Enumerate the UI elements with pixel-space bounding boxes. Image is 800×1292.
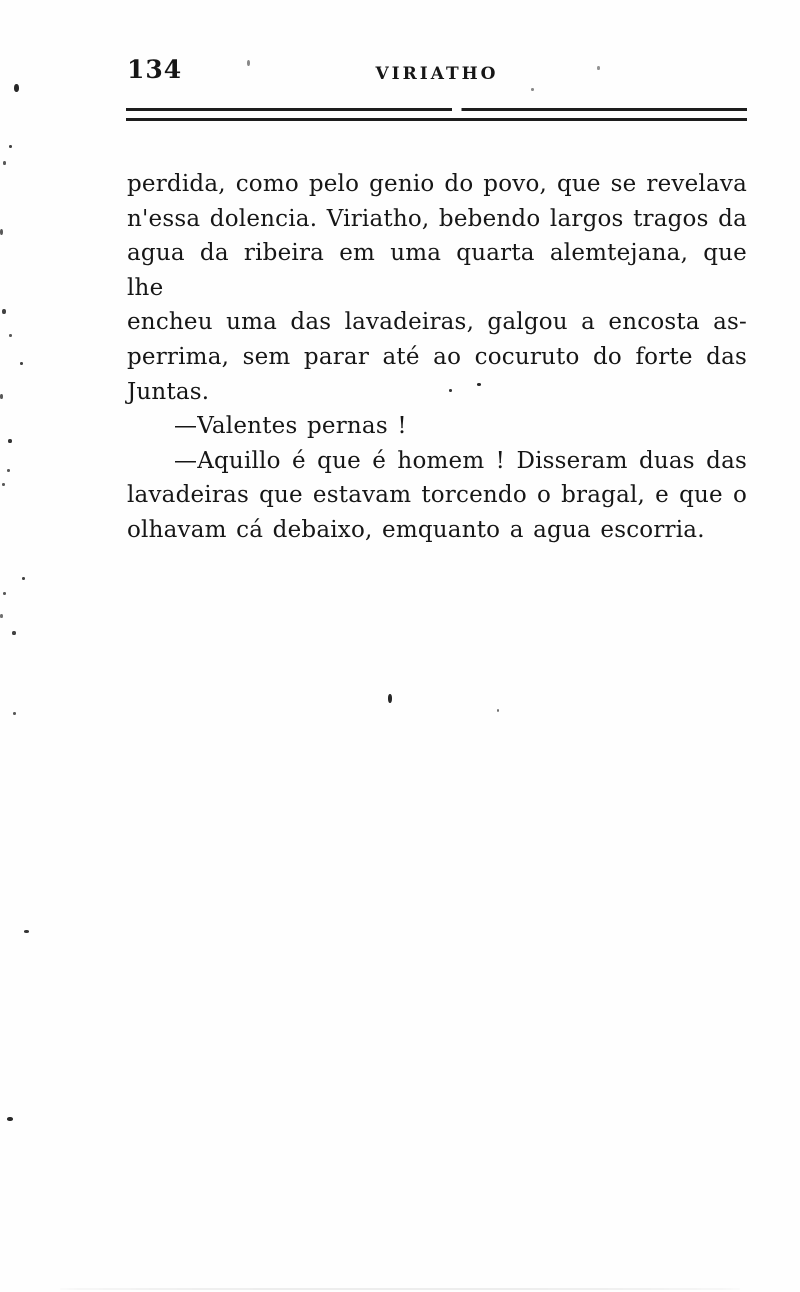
ink-speck: [247, 60, 250, 66]
ink-speck: [7, 1117, 13, 1121]
ink-speck: [60, 1288, 740, 1290]
ink-speck: [13, 712, 16, 715]
page-number: 134: [127, 55, 183, 84]
text-line: —Aquillo é que é homem ! Disseram duas das: [174, 447, 747, 474]
header-rule-bottom: [126, 118, 747, 121]
ink-speck: [22, 577, 25, 580]
ink-speck: [8, 439, 12, 443]
ink-speck: [2, 483, 5, 486]
ink-speck: [14, 84, 19, 92]
ink-speck: [3, 161, 6, 165]
running-header-title: VIRIATHO: [375, 64, 499, 84]
ink-speck: [388, 694, 392, 703]
ink-speck: [20, 362, 23, 365]
ink-speck: [597, 66, 600, 70]
text-line: perdida, como pelo genio do povo, que se revelava: [127, 171, 747, 197]
text-line: Juntas.: [127, 378, 210, 405]
ink-speck: [7, 469, 10, 472]
text-line: lavadeiras que estavam torcendo o bragal, e que o: [127, 482, 747, 509]
ink-speck: [9, 334, 12, 337]
ink-speck: [449, 389, 452, 392]
text-line: agua da ribeira em uma quarta alemtejana, que lhe: [127, 240, 747, 301]
ink-speck: [0, 394, 3, 399]
ink-speck: [0, 229, 3, 235]
text-line: encheu uma das lavadeiras, galgou a encosta as-: [127, 309, 747, 336]
text-line: n'essa dolencia. Viriatho, bebendo largos tragos da: [127, 205, 747, 232]
text-line: olhavam cá debaixo, emquanto a agua escorria.: [127, 516, 705, 543]
ink-speck: [477, 383, 481, 386]
text-line: perrima, sem parar até ao cocuruto do forte das: [127, 343, 747, 370]
ink-speck: [497, 709, 499, 712]
ink-speck: [3, 592, 6, 595]
ink-speck: [531, 88, 534, 91]
ink-speck: [2, 309, 6, 314]
ink-speck: [0, 614, 3, 618]
ink-speck: [12, 631, 16, 635]
ink-speck: [24, 930, 29, 933]
header-rule-top: [126, 108, 747, 111]
text-line: —Valentes pernas !: [174, 413, 407, 440]
ink-speck: [9, 145, 12, 148]
body-text: [127, 167, 747, 548]
